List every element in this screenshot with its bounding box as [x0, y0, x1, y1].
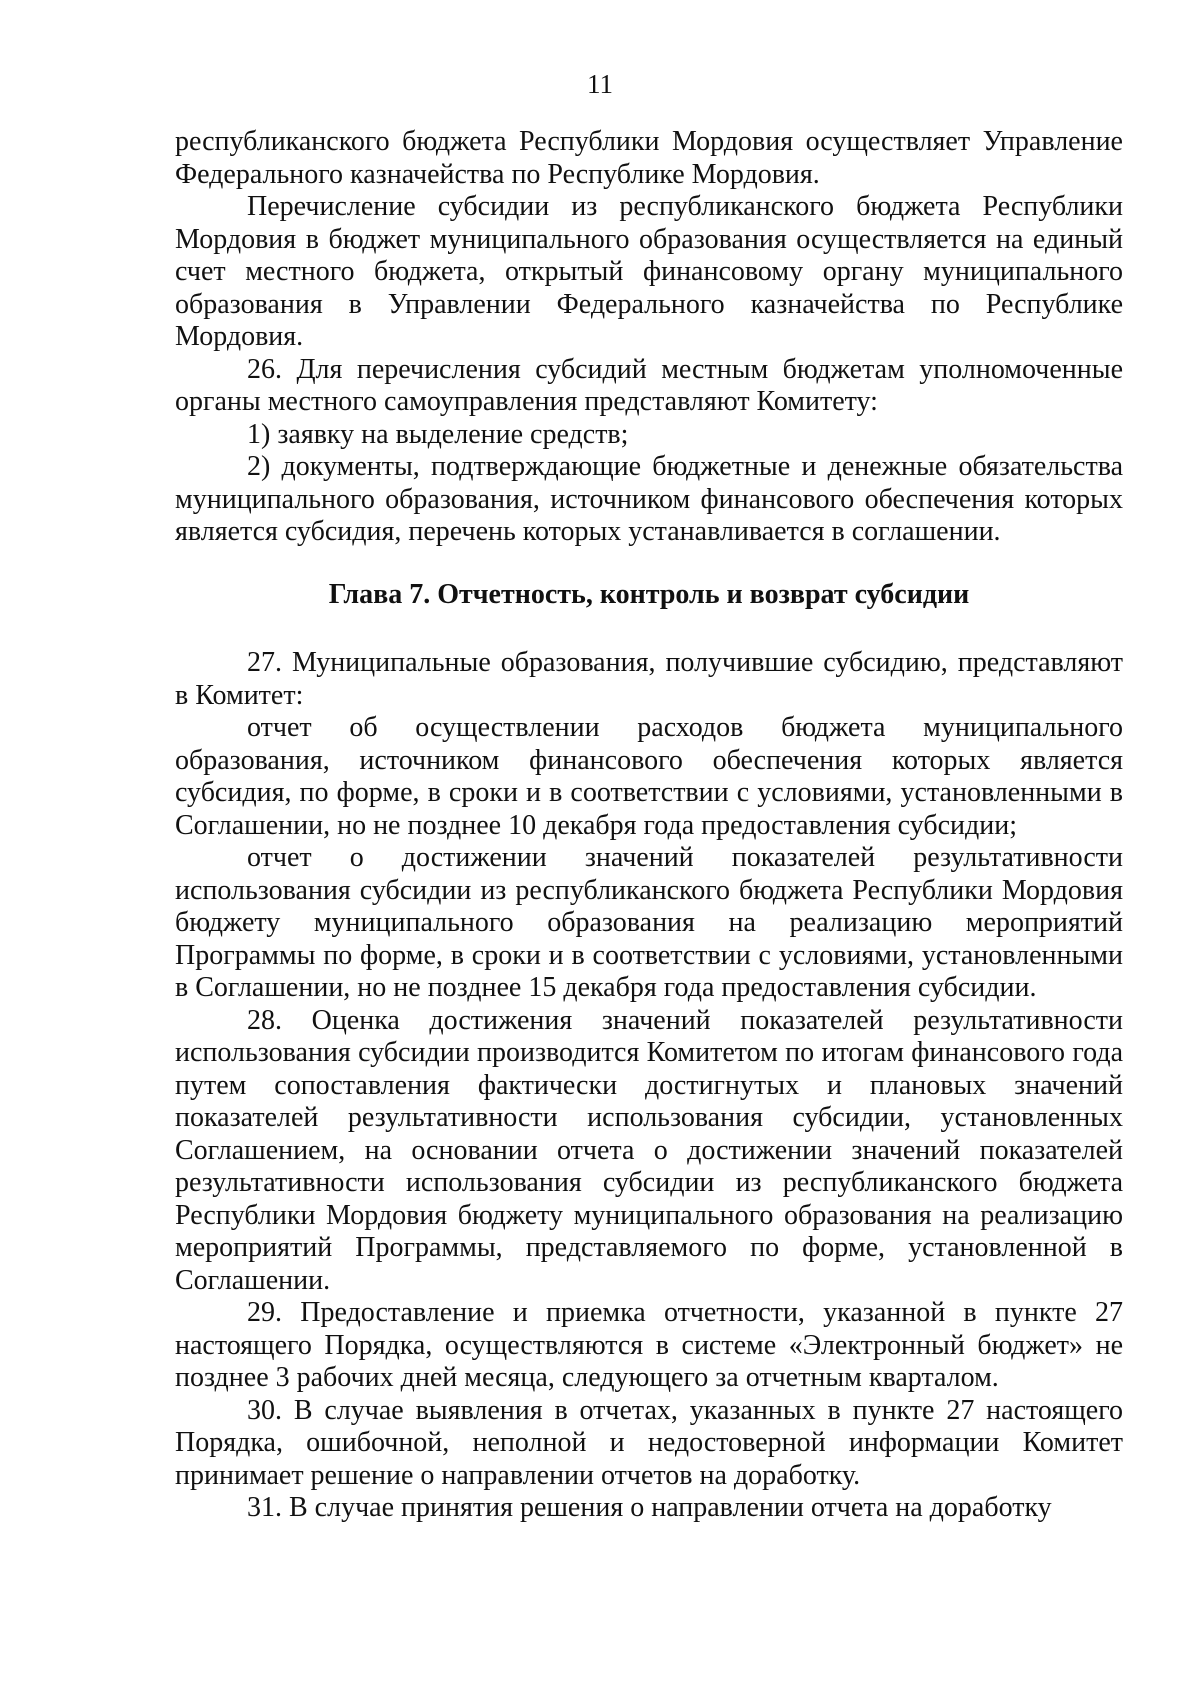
paragraph: 30. В случае выявления в отчетах, указанных в пункте 27 настоящего Порядка, ошибочной, неполной и недостоверной информации Комитет принимает решение о направлении отчетов на доработку. — [175, 1394, 1123, 1491]
paragraph: 26. Для перечисления субсидий местным бюджетам уполномоченные органы местного самоуправления представляют Комитету: — [175, 353, 1123, 417]
paragraph: республиканского бюджета Республики Мордовия осуществляет Управление Федерального казначейства по Республике Мордовия. — [175, 126, 1123, 190]
paragraph: 27. Муниципальные образования, получившие субсидию, представляют в Комитет: — [175, 647, 1123, 711]
page-number: 11 — [587, 69, 613, 99]
paragraphs-before-heading — [175, 126, 1123, 549]
paragraph: 29. Предоставление и приемка отчетности, указанной в пункте 27 настоящего Порядка, осуществляются в системе «Электронный бюджет» не позднее 3 рабочих дней месяца, следующего за отчетным кварталом. — [175, 1297, 1123, 1393]
paragraph: 1) заявку на выделение средств; — [247, 418, 629, 450]
paragraph: отчет о достижении значений показателей результативности использования субсидии из республиканского бюджета Республики Мордовия бюджету муниципального образования на реализацию мероприятий Программы по форме, в сроки и в соответствии с условиями, установленными в Соглашении, но не позднее 15 декабря года предоставления субсидии. — [175, 842, 1123, 1003]
paragraph: 28. Оценка достижения значений показателей результативности использования субсидии производится Комитетом по итогам финансового года путем сопоставления фактически достигнутых и плановых значений показателей результативности использования субсидии, установленных Соглашением, на основании отчета о достижении значений показателей результативности использования субсидии из республиканского бюджета Республики Мордовия бюджету муниципального образования на реализацию мероприятий Программы, представляемого по форме, установленной в Соглашении. — [175, 1004, 1123, 1296]
chapter-heading: Глава 7. Отчетность, контроль и возврат субсидии — [328, 578, 970, 610]
paragraph: 2) документы, подтверждающие бюджетные и денежные обязательства муниципального образования, источником финансового обеспечения которых является субсидия, перечень которых устанавливается в соглашении. — [175, 451, 1123, 547]
paragraph: Перечисление субсидии из республиканского бюджета Республики Мордовия в бюджет муниципального образования осуществляется на единый счет местного бюджета, открытый финансовому органу муниципального образования в Управлении Федерального казначейства по Республике Мордовия. — [175, 191, 1123, 352]
document-body — [175, 126, 1123, 1525]
paragraph: 31. В случае принятия решения о направлении отчета на доработку — [247, 1492, 1052, 1523]
paragraphs-after-heading — [175, 647, 1123, 1525]
paragraph: отчет об осуществлении расходов бюджета муниципального образования, источником финансового обеспечения которых является субсидия, по форме, в сроки и в соответствии с условиями, установленными в Соглашении, но не позднее 10 декабря года предоставления субсидии; — [175, 712, 1123, 841]
